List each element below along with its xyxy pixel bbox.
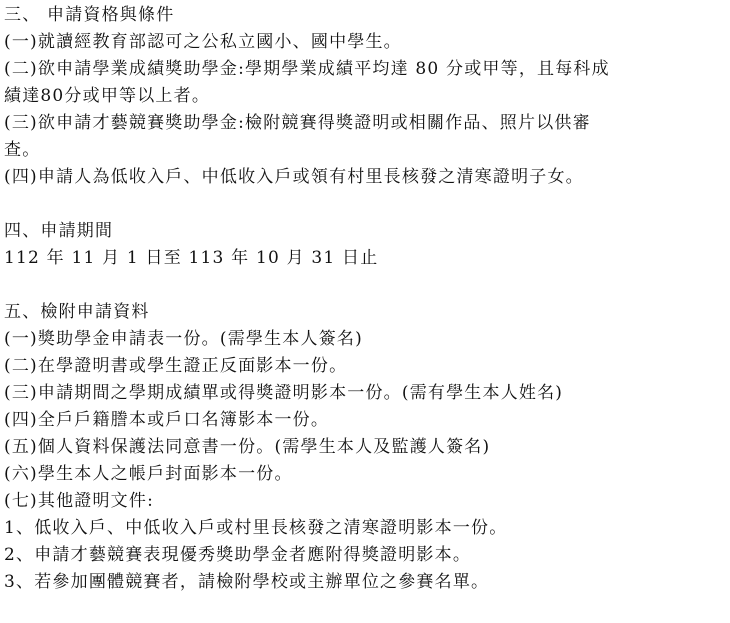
spacer xyxy=(4,272,724,299)
section-3-item-4: (四)申請人為低收入戶、中低收入戶或領有村里長核發之清寒證明子女。 xyxy=(4,167,584,187)
section-5-sub-item-2: 2、申請才藝競賽表現優秀獎助學金者應附得獎證明影本。 xyxy=(4,545,472,565)
section-5-item-5: (五)個人資料保護法同意書一份。(需學生本人及監護人簽名) xyxy=(4,437,491,457)
spacer xyxy=(4,191,724,218)
application-period: 112 年 11 月 1 日至 113 年 10 月 31 日止 xyxy=(4,248,379,268)
section-3-heading: 三、 申請資格與條件 xyxy=(4,5,175,25)
section-5-heading: 五、檢附申請資料 xyxy=(4,302,150,322)
section-5-item-6: (六)學生本人之帳戶封面影本一份。 xyxy=(4,464,293,484)
section-5-sub-item-3: 3、若參加團體競賽者，請檢附學校或主辦單位之參賽名單。 xyxy=(4,572,490,592)
section-5-item-2: (二)在學證明書或學生證正反面影本一份。 xyxy=(4,356,348,376)
document-body xyxy=(4,2,724,596)
section-3-item-3-line-1: (三)欲申請才藝競賽獎助學金:檢附競賽得獎證明或相關作品、照片以供審 xyxy=(4,113,591,133)
section-5-sub-item-1: 1、低收入戶、中低收入戶或村里長核發之清寒證明影本一份。 xyxy=(4,518,508,538)
section-5-item-4: (四)全戶戶籍謄本或戶口名簿影本一份。 xyxy=(4,410,330,430)
section-3-item-2-line-2: 績達80分或甲等以上者。 xyxy=(4,86,211,106)
section-3-item-1: (一)就讀經教育部認可之公私立國小、國中學生。 xyxy=(4,32,402,52)
section-5-item-3: (三)申請期間之學期成績單或得獎證明影本一份。(需有學生本人姓名) xyxy=(4,383,564,403)
section-4-heading: 四、申請期間 xyxy=(4,221,114,241)
section-3-item-2-line-1: (二)欲申請學業成績獎助學金:學期學業成績平均達 80 分或甲等，且每科成 xyxy=(4,59,610,79)
section-5-item-1: (一)獎助學金申請表一份。(需學生本人簽名) xyxy=(4,329,363,349)
section-5-item-7: (七)其他證明文件: xyxy=(4,491,154,511)
section-3-item-3-line-2: 查。 xyxy=(4,140,41,160)
